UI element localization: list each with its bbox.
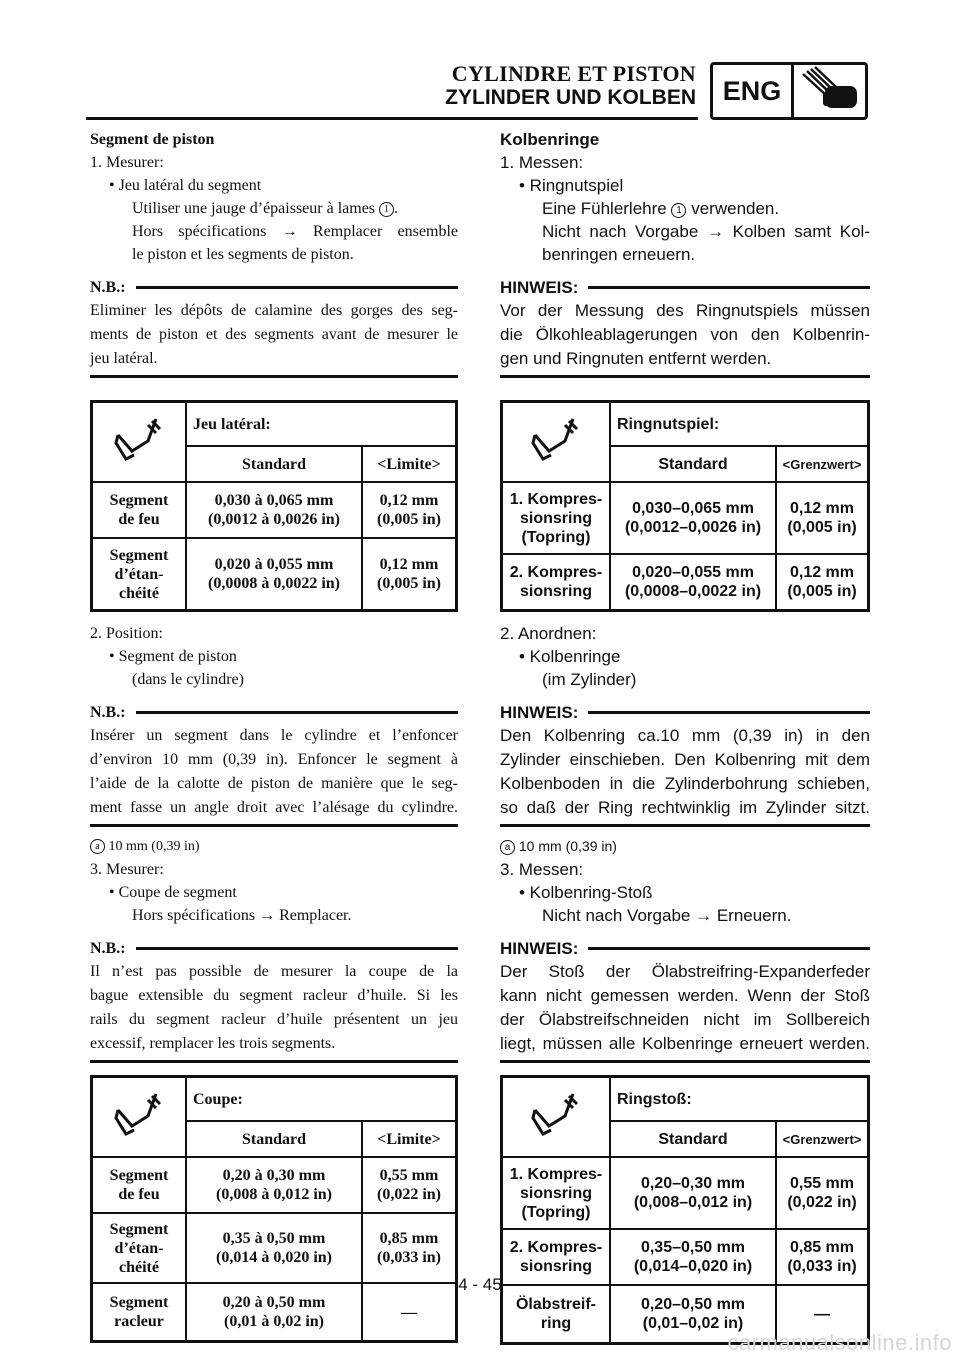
step-2-bullet: • Kolbenringe bbox=[519, 647, 621, 666]
french-column bbox=[90, 128, 458, 1343]
note-label: HINWEIS: bbox=[500, 701, 870, 724]
column-header-standard: Standard bbox=[610, 446, 776, 482]
wrench-icon bbox=[529, 1090, 583, 1144]
note-label: HINWEIS: bbox=[500, 276, 870, 299]
step-2: 2. Anordnen: bbox=[500, 624, 597, 643]
spec-table-end-gap bbox=[90, 1075, 458, 1343]
table-row: Segment d’étan- chéité 0,020 à 0,055 mm (0,0008 à 0,0022 in) 0,12 mm (0,005 in) bbox=[92, 538, 457, 611]
step-1-bullet: • Ringnutspiel bbox=[519, 176, 624, 195]
step-1-line: Eine Fühlerlehre 1 verwenden. bbox=[542, 199, 780, 218]
note-text: Insérer un segment dans le cylindre et l’enfoncer d’environ 10 mm (0,39 in). Enfoncer le segment à l’aide de la calotte de piston de manière que le seg- ment fasse un angle droit avec l’alésage du cylindre. bbox=[90, 727, 458, 816]
section-heading: Segment de piston bbox=[90, 131, 215, 148]
callout-1: 1 bbox=[671, 203, 686, 218]
table-row: Segment de feu 0,20 à 0,30 mm (0,008 à 0,012 in) 0,55 mm (0,022 in) bbox=[92, 1157, 457, 1213]
table-title: Ringnutspiel: bbox=[610, 402, 869, 447]
note-text: Eliminer les dépôts de calamine des gorges des seg- ments de piston et des segments avant de mesurer le jeu latéral. bbox=[90, 302, 458, 367]
header-rule bbox=[86, 117, 698, 120]
table-row: 1. Kompres- sionsring (Topring) 0,20–0,30 mm (0,008–0,012 in) 0,55 mm (0,022 in) bbox=[502, 1157, 869, 1229]
spec-table-ring-groove-clearance bbox=[500, 400, 870, 612]
watermark: carmanualsonline.info bbox=[727, 1330, 952, 1355]
eng-section-badge bbox=[710, 62, 868, 120]
column-header-limit: <Limite> bbox=[362, 1121, 457, 1157]
note-text: Der Stoß der Ölabstreifring-Expanderfeder kann nicht gemessen werden. Wenn der Stoß der Ölabstreifschneiden nicht im Sollbereich liegt, müssen alle Kolbenringe erneuert werden. bbox=[500, 962, 870, 1053]
step-3-line: Nicht nach Vorgabe → Erneuern. bbox=[542, 906, 792, 925]
note-label: N.B.: bbox=[90, 937, 458, 960]
table-row: Segment d’étan- chéité 0,35 à 0,50 mm (0,014 à 0,020 in) 0,85 mm (0,033 in) bbox=[92, 1213, 457, 1283]
note-text: Vor der Messung des Ringnutspiels müssen die Ölkohleablagerungen von den Kolbenrin- gen und Ringnuten entfernt werden. bbox=[500, 301, 870, 368]
dimension-note: a 10 mm (0,39 in) bbox=[90, 835, 458, 858]
step-3: 3. Messen: bbox=[500, 860, 584, 879]
step-2-line: (dans le cylindre) bbox=[132, 671, 244, 688]
wrench-cell bbox=[502, 1077, 611, 1158]
german-column bbox=[500, 128, 870, 1345]
column-header-limit: <Limite> bbox=[362, 446, 457, 482]
column-header-standard: Standard bbox=[610, 1121, 776, 1157]
note-label: N.B.: bbox=[90, 276, 458, 299]
page-title-de: ZYLINDER UND KOLBEN bbox=[445, 86, 696, 109]
section-heading: Kolbenringe bbox=[500, 130, 600, 149]
dimension-note: a 10 mm (0,39 in) bbox=[500, 835, 870, 858]
table-row: 2. Kompres- sionsring 0,020–0,055 mm (0,0008–0,0022 in) 0,12 mm (0,005 in) bbox=[502, 554, 869, 611]
table-row: Segment racleur 0,20 à 0,50 mm (0,01 à 0,02 in) — bbox=[92, 1283, 457, 1342]
step-1-line: benringen erneuern. bbox=[542, 245, 696, 264]
note-label: N.B.: bbox=[90, 701, 458, 724]
step-1-bullet: • Jeu latéral du segment bbox=[109, 177, 262, 194]
wrench-icon bbox=[112, 1090, 166, 1144]
step-1: 1. Messen: bbox=[500, 153, 584, 172]
note-text: Den Kolbenring ca.10 mm (0,39 in) in den Zylinder einschieben. Den Kolbenring mit dem Kolbenboden in die Zylinderbohrung schieben, so daß der Ring rechtwinklig im Zylinder sitzt. bbox=[500, 726, 870, 817]
wrench-cell bbox=[92, 1077, 187, 1158]
table-title: Coupe: bbox=[186, 1077, 457, 1122]
step-1-line: Hors spécifications → Remplacer ensemble bbox=[132, 223, 458, 240]
table-row: Ölabstreif- ring 0,20–0,50 mm (0,01–0,02 in) — bbox=[502, 1285, 869, 1344]
wrench-cell bbox=[502, 402, 611, 483]
engine-icon bbox=[794, 65, 865, 117]
column-header-limit: <Grenzwert> bbox=[776, 446, 869, 482]
callout-a: a bbox=[90, 839, 105, 854]
spec-table-side-clearance bbox=[90, 400, 458, 612]
page-number: 4 - 45 bbox=[458, 1275, 502, 1294]
column-header-standard: Standard bbox=[186, 446, 362, 482]
column-header-limit: <Grenzwert> bbox=[776, 1121, 869, 1157]
wrench-cell bbox=[92, 402, 187, 483]
note-label: HINWEIS: bbox=[500, 937, 870, 960]
step-1-line: le piston et les segments de piston. bbox=[132, 246, 354, 263]
table-title: Jeu latéral: bbox=[186, 402, 457, 447]
table-row: 1. Kompres- sionsring (Topring) 0,030–0,065 mm (0,0012–0,0026 in) 0,12 mm (0,005 in) bbox=[502, 482, 869, 554]
step-2-line: (im Zylinder) bbox=[542, 670, 637, 689]
callout-1: 1 bbox=[379, 202, 394, 217]
note-text: Il n’est pas possible de mesurer la coupe de la bague extensible du segment racleur d’huile. Si les rails du segment racleur d’huile présentent un jeu excessif, remplacer les trois segments. bbox=[90, 963, 458, 1052]
wrench-icon bbox=[112, 415, 166, 469]
table-title: Ringstoß: bbox=[610, 1077, 869, 1122]
eng-label: ENG bbox=[713, 65, 794, 117]
step-3-bullet: • Kolbenring-Stoß bbox=[519, 883, 653, 902]
step-3-line: Hors spécifications → Remplacer. bbox=[132, 907, 352, 924]
spec-table-ring-end-gap bbox=[500, 1075, 870, 1345]
step-1-line: Nicht nach Vorgabe → Kolben samt Kol- bbox=[542, 222, 870, 241]
wrench-icon bbox=[529, 415, 583, 469]
step-1: 1. Mesurer: bbox=[90, 154, 164, 171]
step-3: 3. Mesurer: bbox=[90, 861, 164, 878]
page-title-fr: CYLINDRE ET PISTON bbox=[451, 61, 696, 86]
table-row: 2. Kompres- sionsring 0,35–0,50 mm (0,014–0,020 in) 0,85 mm (0,033 in) bbox=[502, 1229, 869, 1285]
step-2-bullet: • Segment de piston bbox=[109, 648, 237, 665]
step-2: 2. Position: bbox=[90, 625, 163, 642]
table-row: Segment de feu 0,030 à 0,065 mm (0,0012 à 0,0026 in) 0,12 mm (0,005 in) bbox=[92, 482, 457, 538]
callout-a: a bbox=[500, 840, 515, 855]
step-3-bullet: • Coupe de segment bbox=[109, 884, 237, 901]
column-header-standard: Standard bbox=[186, 1121, 362, 1157]
step-1-line: Utiliser une jauge d’épaisseur à lames 1 . bbox=[132, 200, 399, 217]
